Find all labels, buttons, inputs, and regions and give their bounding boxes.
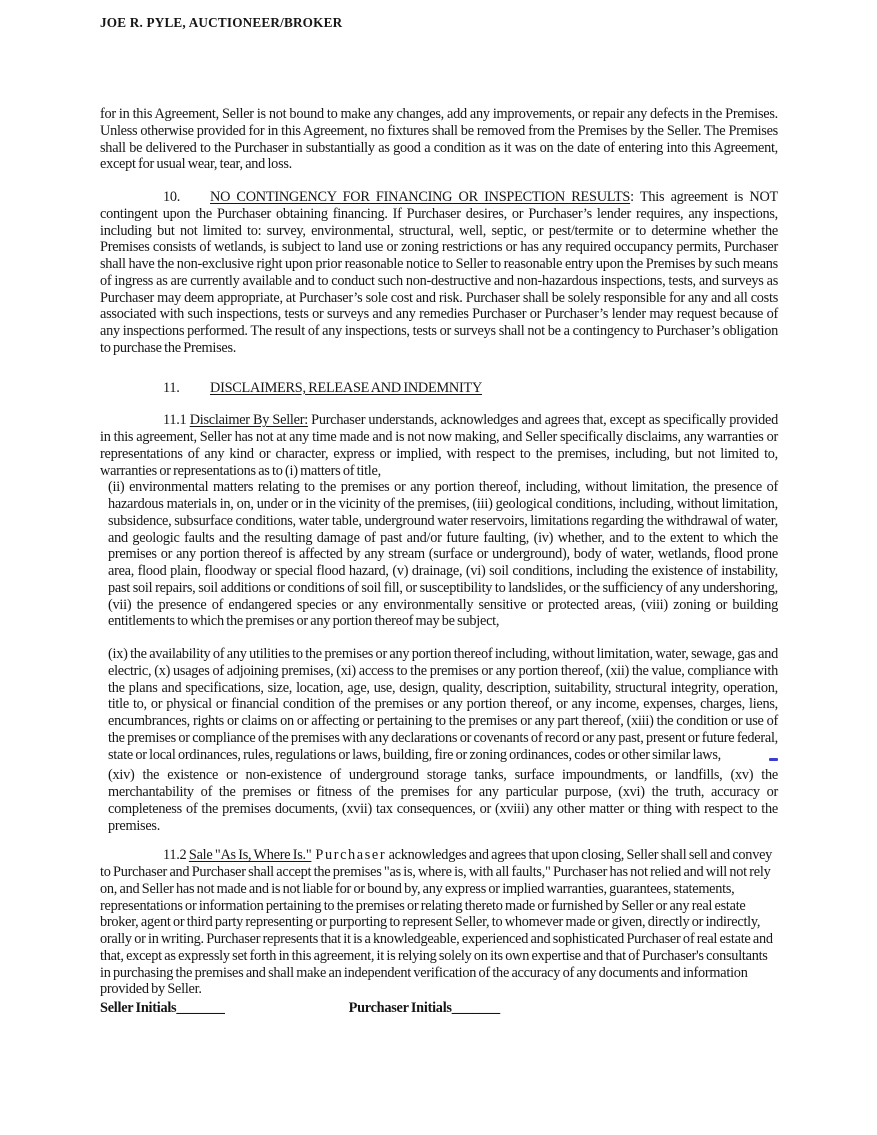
section-11-1-clauses-ii-viii xyxy=(100,479,778,630)
blue-dash-annotation-icon xyxy=(769,758,778,761)
section-11-1-label: Disclaimer By Seller: xyxy=(189,412,308,429)
section-11-2-body: acknowledges and agrees that upon closing, Seller shall sell and convey to Purchaser and Purchaser shall accept the premises "as is, where is, with all faults," Purchaser has not relied and will not rely on, and Seller has not made and is not liable for or bound by, any express or implied warranties, guarantees, statements, representations or information pertaining to the premises or relating thereto made or furnished by Seller or any real estate broker, agent or third party representing or purporting to represent Seller, to whomever made or given, directly or indirectly, orally or in writing. Purchaser represents that it is a knowledgeable, experienced and sophisticated Purchaser of real estate and that, except as expressly set forth in this agreement, it is relying solely on its own expertise and that of Purchaser's consultants in purchasing the premises and shall make an independent verification of the accuracy of any documents and information provided by Seller. xyxy=(100,847,773,998)
section-11-1-clauses-xiv-xviii-text: (xiv) the existence or non-existence of underground storage tanks, surface impoundments, or landfills, (xv) the merchantability of the premises or fitness of the premises for any particular purpose, (xvi) the truth, accuracy or completeness of the premises documents, (xvii) tax consequences, or (xviii) any other matter or thing with respect to the premises. xyxy=(108,767,778,834)
initials-row xyxy=(100,1000,778,1017)
intro-paragraph xyxy=(100,106,778,173)
section-11-1-clauses-ix-xiii xyxy=(100,646,778,763)
section-11-1-clauses-ix-xiii-text: (ix) the availability of any utilities to the premises or any portion thereof including, without limitation, water, sewage, gas and electric, (x) usages of adjoining premises, (xi) access to the premises or any portion thereof, (xii) the value, compliance with the plans and specifications, size, location, age, use, design, quality, description, suitability, structural integrity, operation, title to, or physical or financial condition of the premises or any portion thereof, or any income, expenses, charges, liens, encumbrances, rights or claims on or affecting or pertaining to the premises or any part thereof, (xiii) the condition or use of the premises or compliance of the premises with any declarations or covenants of record or any past, present or future federal, state or local ordinances, rules, regulations or laws, building, fire or zoning ordinances, codes or other similar laws, xyxy=(108,646,778,763)
page-title: JOE R. PYLE, AUCTIONEER/BROKER xyxy=(100,15,343,30)
section-11-number: 11. xyxy=(163,379,180,396)
section-10-paragraph xyxy=(100,189,778,357)
document-body xyxy=(100,106,778,1017)
section-11-heading-line xyxy=(100,380,778,397)
section-11-2-label: Sale "As Is, Where Is." xyxy=(188,847,312,864)
section-10-number: 10. xyxy=(163,189,181,205)
purchaser-initials-blank[interactable]: _______ xyxy=(451,1000,500,1016)
section-11-1-number: 11.1 xyxy=(163,412,190,429)
section-11-1-intro-paragraph xyxy=(100,412,778,479)
section-11-heading: DISCLAIMERS, RELEASE AND INDEMNITY xyxy=(210,379,483,396)
intro-paragraph-text: for in this Agreement, Seller is not bound to make any changes, add any improvements, or repair any defects in the Premises. Unless otherwise provided for in this Agreement, no fixtures shall be removed from the Premises by the Seller. The Premises shall be delivered to the Purchaser in substantially as good a condition as it was on the date of entering into this Agreement, except for usual wear, tear, and loss. xyxy=(100,106,778,173)
section-11-1-clauses-xiv-xviii xyxy=(100,767,778,834)
section-11-1-clauses-ii-viii-text: (ii) environmental matters relating to the premises or any portion thereof, including, without limitation, the presence of hazardous materials in, on, under or in the vicinity of the premises, (iii) geological conditions, including, without limitation, subsidence, subsurface conditions, water table, underground water reservoirs, limitations regarding the withdrawal of water, and geologic faults and the resulting damage of past and/or future faulting, (iv) whether, and to the extent to which the premises or any portion thereof is affected by any stream (surface or underground), body of water, wetlands, flood prone area, flood plain, floodway or special flood hazard, (v) drainage, (vi) soil conditions, including the existence of instability, past soil repairs, soil additions or conditions of soil fill, or susceptibility to landslides, or the sufficiency of any undershoring, (vii) the presence of endangered species or any environmentally sensitive or protected areas, (viii) zoning or building entitlements to which the premises or any portion thereof may be subject, xyxy=(108,479,778,630)
section-11-2-paragraph xyxy=(100,847,778,998)
section-10-body: : This agreement is NOT contingent upon the Purchaser obtaining financing. If Purchaser desires, or Purchaser’s lender requires, any inspections, including but not limited to: survey, environmental, structural, well, septic, or pest/termite or to determine whether the Premises consists of wetlands, is subject to land use or zoning restrictions or has any required occupancy permits, Purchaser shall have the non-exclusive right upon prior reasonable notice to Seller to reasonable entry upon the Premises by such means of ingress as are currently available and to conduct such non-destructive and non-hazardous inspections, tests, and surveys as Purchaser may deem appropriate, at Purchaser’s sole cost and risk. Purchaser shall be solely responsible for any and all costs associated with such inspections, tests or surveys and any remedies Purchaser or Purchaser’s lender may request because of any inspections performed. The result of any inspections, tests or surveys shall not be a contingency to Purchaser’s obligation to purchase the Premises. xyxy=(100,189,778,356)
seller-initials-label: Seller Initials xyxy=(100,1000,177,1016)
section-10-heading: NO CONTINGENCY FOR FINANCING OR INSPECTION RESULTS xyxy=(210,189,631,205)
seller-initials-blank[interactable]: _______ xyxy=(176,1000,225,1016)
section-11-1-intro-text: Purchaser understands, acknowledges and agrees that, except as specifically provided in this agreement, Seller has not at any time made and is not now making, and Seller specifically disclaims, any warranties or representations of any kind or character, express or implied, with respect to the premises, including, but not limited to, warranties or representations as to (i) matters of title, xyxy=(100,412,778,479)
section-11-2-spaced-word: Purchaser xyxy=(315,847,387,864)
section-11-2-number: 11.2 xyxy=(163,847,189,864)
purchaser-initials-label: Purchaser Initials xyxy=(348,1000,452,1016)
